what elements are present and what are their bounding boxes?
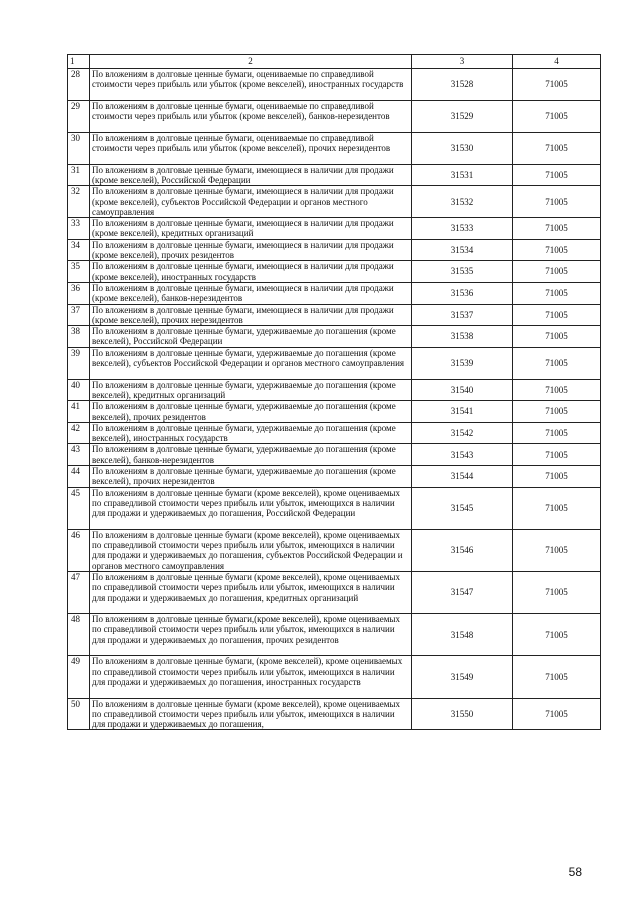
row-number: 29 bbox=[68, 100, 90, 132]
row-description: По вложениям в долговые ценные бумаги, имеющиеся в наличии для продажи (кроме векселей), прочих резидентов bbox=[90, 239, 412, 261]
row-number: 47 bbox=[68, 571, 90, 613]
row-account-code: 31538 bbox=[412, 326, 513, 348]
row-description: По вложениям в долговые ценные бумаги, удерживаемые до погашения (кроме векселей), прочих резидентов bbox=[90, 401, 412, 423]
row-account-code: 31533 bbox=[412, 218, 513, 240]
table-row bbox=[68, 379, 601, 401]
row-number: 31 bbox=[68, 164, 90, 186]
row-symbol-code: 71005 bbox=[513, 571, 601, 613]
table-row bbox=[68, 347, 601, 379]
row-account-code: 31528 bbox=[412, 69, 513, 101]
row-description: По вложениям в долговые ценные бумаги (кроме векселей), кроме оцениваемых по справедливой стоимости через прибыль или убыток, имеющихся в наличии для продажи и удерживаемых до погашения, субъектов Российской Федерации и органов местного самоуправления bbox=[90, 529, 412, 571]
table-row bbox=[68, 698, 601, 730]
row-description: По вложениям в долговые ценные бумаги, удерживаемые до погашения (кроме векселей), кредитных организаций bbox=[90, 379, 412, 401]
row-number: 40 bbox=[68, 379, 90, 401]
row-symbol-code: 71005 bbox=[513, 614, 601, 656]
row-number: 41 bbox=[68, 401, 90, 423]
row-symbol-code: 71005 bbox=[513, 69, 601, 101]
row-number: 38 bbox=[68, 326, 90, 348]
row-symbol-code: 71005 bbox=[513, 444, 601, 466]
row-number: 34 bbox=[68, 239, 90, 261]
row-account-code: 31541 bbox=[412, 401, 513, 423]
row-number: 30 bbox=[68, 132, 90, 164]
row-description: По вложениям в долговые ценные бумаги, имеющиеся в наличии для продажи (кроме векселей), Российской Федерации bbox=[90, 164, 412, 186]
row-description: По вложениям в долговые ценные бумаги, имеющиеся в наличии для продажи (кроме векселей), субъектов Российской Федерации и органов местного самоуправления bbox=[90, 186, 412, 218]
row-number: 46 bbox=[68, 529, 90, 571]
row-account-code: 31534 bbox=[412, 239, 513, 261]
row-number: 28 bbox=[68, 69, 90, 101]
accounts-table bbox=[67, 54, 601, 730]
row-account-code: 31550 bbox=[412, 698, 513, 730]
row-number: 33 bbox=[68, 218, 90, 240]
row-number: 36 bbox=[68, 282, 90, 304]
row-account-code: 31532 bbox=[412, 186, 513, 218]
table-row bbox=[68, 614, 601, 656]
table-row bbox=[68, 132, 601, 164]
table-row bbox=[68, 100, 601, 132]
row-description: По вложениям в долговые ценные бумаги (кроме векселей), кроме оцениваемых по справедливой стоимости через прибыль или убыток, имеющихся в наличии для продажи и удерживаемых до погашения, кредитных организаций bbox=[90, 571, 412, 613]
row-description: По вложениям в долговые ценные бумаги, удерживаемые до погашения (кроме векселей), прочих нерезидентов bbox=[90, 465, 412, 487]
row-account-code: 31535 bbox=[412, 261, 513, 283]
header-cell-1: 1 bbox=[68, 55, 90, 69]
header-cell-4: 4 bbox=[513, 55, 601, 69]
table-row bbox=[68, 186, 601, 218]
row-number: 39 bbox=[68, 347, 90, 379]
page-number: 58 bbox=[568, 865, 582, 879]
row-symbol-code: 71005 bbox=[513, 100, 601, 132]
row-symbol-code: 71005 bbox=[513, 164, 601, 186]
row-symbol-code: 71005 bbox=[513, 401, 601, 423]
table-row bbox=[68, 304, 601, 326]
table-row bbox=[68, 529, 601, 571]
row-description: По вложениям в долговые ценные бумаги, удерживаемые до погашения (кроме векселей), иностранных государств bbox=[90, 422, 412, 444]
row-symbol-code: 71005 bbox=[513, 347, 601, 379]
table-row bbox=[68, 656, 601, 698]
row-account-code: 31536 bbox=[412, 282, 513, 304]
row-description: По вложениям в долговые ценные бумаги, (кроме векселей), кроме оцениваемых по справедливой стоимости через прибыль или убыток, имеющихся в наличии для продажи и удерживаемых до погашения, иностранных государств bbox=[90, 656, 412, 698]
table-row bbox=[68, 239, 601, 261]
table-row bbox=[68, 422, 601, 444]
row-number: 48 bbox=[68, 614, 90, 656]
row-symbol-code: 71005 bbox=[513, 487, 601, 529]
row-number: 43 bbox=[68, 444, 90, 466]
row-symbol-code: 71005 bbox=[513, 379, 601, 401]
row-number: 35 bbox=[68, 261, 90, 283]
row-account-code: 31548 bbox=[412, 614, 513, 656]
row-symbol-code: 71005 bbox=[513, 186, 601, 218]
table-row bbox=[68, 401, 601, 423]
row-description: По вложениям в долговые ценные бумаги, удерживаемые до погашения (кроме векселей), субъектов Российской Федерации и органов местного самоуправления bbox=[90, 347, 412, 379]
row-symbol-code: 71005 bbox=[513, 656, 601, 698]
table-header-row bbox=[68, 55, 601, 69]
table-body bbox=[68, 55, 601, 730]
row-symbol-code: 71005 bbox=[513, 132, 601, 164]
header-cell-3: 3 bbox=[412, 55, 513, 69]
row-symbol-code: 71005 bbox=[513, 261, 601, 283]
row-symbol-code: 71005 bbox=[513, 422, 601, 444]
row-description: По вложениям в долговые ценные бумаги, имеющиеся в наличии для продажи (кроме векселей), кредитных организаций bbox=[90, 218, 412, 240]
table-row bbox=[68, 326, 601, 348]
table-row bbox=[68, 465, 601, 487]
row-account-code: 31544 bbox=[412, 465, 513, 487]
row-number: 45 bbox=[68, 487, 90, 529]
row-number: 37 bbox=[68, 304, 90, 326]
row-account-code: 31542 bbox=[412, 422, 513, 444]
row-description: По вложениям в долговые ценные бумаги, оцениваемые по справедливой стоимости через прибыль или убыток (кроме векселей), прочих нерезидентов bbox=[90, 132, 412, 164]
row-number: 49 bbox=[68, 656, 90, 698]
row-account-code: 31540 bbox=[412, 379, 513, 401]
row-symbol-code: 71005 bbox=[513, 218, 601, 240]
row-description: По вложениям в долговые ценные бумаги, имеющиеся в наличии для продажи (кроме векселей), банков-нерезидентов bbox=[90, 282, 412, 304]
row-description: По вложениям в долговые ценные бумаги (кроме векселей), кроме оцениваемых по справедливой стоимости через прибыль или убыток, имеющихся в наличии для продажи и удерживаемых до погашения, bbox=[90, 698, 412, 730]
table-row bbox=[68, 261, 601, 283]
table-row bbox=[68, 164, 601, 186]
table-row bbox=[68, 571, 601, 613]
row-description: По вложениям в долговые ценные бумаги, оцениваемые по справедливой стоимости через прибыль или убыток (кроме векселей), банков-нерезидентов bbox=[90, 100, 412, 132]
row-description: По вложениям в долговые ценные бумаги, оцениваемые по справедливой стоимости через прибыль или убыток (кроме векселей), иностранных государств bbox=[90, 69, 412, 101]
row-number: 50 bbox=[68, 698, 90, 730]
row-symbol-code: 71005 bbox=[513, 465, 601, 487]
row-description: По вложениям в долговые ценные бумаги, удерживаемые до погашения (кроме векселей), банков-нерезидентов bbox=[90, 444, 412, 466]
row-account-code: 31539 bbox=[412, 347, 513, 379]
row-account-code: 31537 bbox=[412, 304, 513, 326]
table-row bbox=[68, 487, 601, 529]
row-account-code: 31549 bbox=[412, 656, 513, 698]
table-row bbox=[68, 444, 601, 466]
row-number: 42 bbox=[68, 422, 90, 444]
row-account-code: 31545 bbox=[412, 487, 513, 529]
row-number: 44 bbox=[68, 465, 90, 487]
row-account-code: 31543 bbox=[412, 444, 513, 466]
row-account-code: 31547 bbox=[412, 571, 513, 613]
row-symbol-code: 71005 bbox=[513, 282, 601, 304]
row-description: По вложениям в долговые ценные бумаги,(кроме векселей), кроме оцениваемых по справедливой стоимости через прибыль или убыток, имеющихся в наличии для продажи и удерживаемых до погашения, прочих резидентов bbox=[90, 614, 412, 656]
row-description: По вложениям в долговые ценные бумаги, имеющиеся в наличии для продажи (кроме векселей), иностранных государств bbox=[90, 261, 412, 283]
table-row bbox=[68, 218, 601, 240]
header-cell-2: 2 bbox=[90, 55, 412, 69]
row-account-code: 31530 bbox=[412, 132, 513, 164]
row-description: По вложениям в долговые ценные бумаги, имеющиеся в наличии для продажи (кроме векселей), прочих нерезидентов bbox=[90, 304, 412, 326]
row-symbol-code: 71005 bbox=[513, 326, 601, 348]
row-number: 32 bbox=[68, 186, 90, 218]
row-symbol-code: 71005 bbox=[513, 529, 601, 571]
row-account-code: 31529 bbox=[412, 100, 513, 132]
table-row bbox=[68, 69, 601, 101]
row-description: По вложениям в долговые ценные бумаги, удерживаемые до погашения (кроме векселей), Российской Федерации bbox=[90, 326, 412, 348]
row-description: По вложениям в долговые ценные бумаги (кроме векселей), кроме оцениваемых по справедливой стоимости через прибыль или убыток, имеющихся в наличии для продажи и удерживаемых до погашения, Российской Федерации bbox=[90, 487, 412, 529]
row-symbol-code: 71005 bbox=[513, 304, 601, 326]
row-account-code: 31531 bbox=[412, 164, 513, 186]
row-symbol-code: 71005 bbox=[513, 698, 601, 730]
row-symbol-code: 71005 bbox=[513, 239, 601, 261]
table-row bbox=[68, 282, 601, 304]
row-account-code: 31546 bbox=[412, 529, 513, 571]
